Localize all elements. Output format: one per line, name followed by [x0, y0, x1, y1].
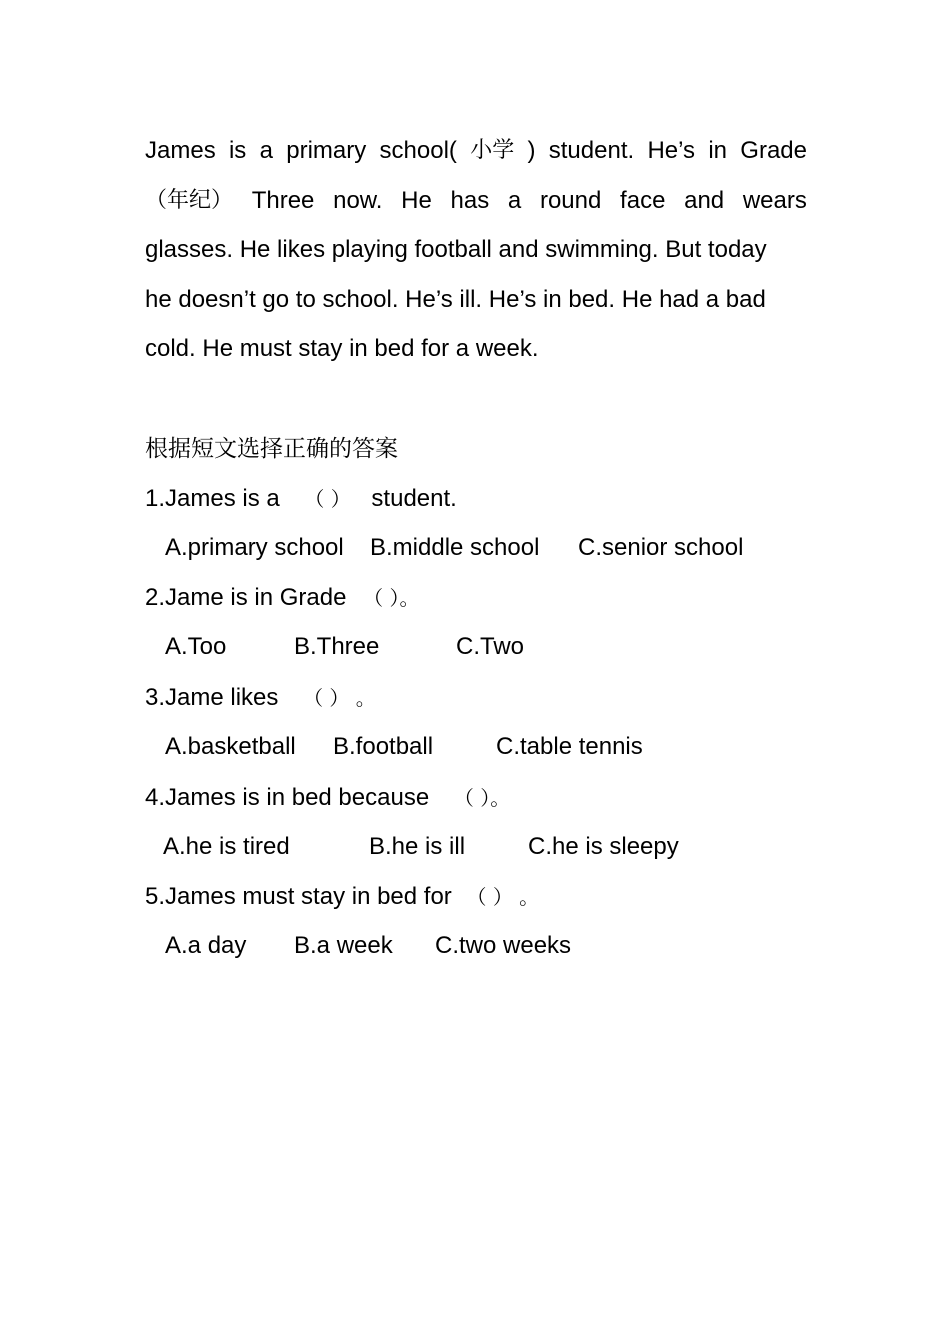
- passage-word: in: [708, 137, 727, 164]
- passage-word: school(: [379, 137, 457, 164]
- question-2: [145, 582, 419, 614]
- question-5-option-a: A.a day: [165, 932, 247, 959]
- passage-word: He: [401, 186, 432, 214]
- question-stem: 1.James is a: [145, 485, 280, 512]
- instruction-heading: 根据短文选择正确的答案: [145, 436, 398, 462]
- question-stem: 5.James must stay in bed for: [145, 883, 452, 910]
- answer-blank: （ ） 。: [466, 885, 540, 909]
- answer-blank: （ ）: [304, 487, 351, 511]
- question-3-option-c: C.table tennis: [496, 733, 643, 760]
- question-5-option-b: B.a week: [294, 932, 393, 959]
- passage-word: is: [228, 137, 247, 164]
- question-2-option-c: C.Two: [456, 633, 525, 660]
- passage-word: has: [450, 186, 490, 214]
- question-stem: 4.James is in bed because: [145, 784, 430, 811]
- passage-word: primary: [286, 137, 367, 164]
- question-2-option-a: A.Too: [165, 633, 227, 660]
- passage-line-3: glasses. He likes playing football and swimming. But today: [145, 236, 767, 264]
- passage-line-1: [145, 132, 807, 182]
- question-5: [145, 881, 539, 913]
- question-1-option-c: C.senior school: [578, 534, 744, 561]
- passage-word: round: [539, 186, 602, 214]
- question-3-option-a: A.basketball: [165, 733, 296, 760]
- passage-word: Three: [251, 186, 315, 214]
- question-tail: student.: [371, 485, 457, 512]
- question-1-option-b: B.middle school: [370, 534, 540, 561]
- question-1-option-a: A.primary school: [165, 534, 344, 561]
- question-4: [145, 782, 510, 814]
- passage-word: face: [620, 186, 666, 214]
- answer-blank: （ ） 。: [303, 686, 376, 710]
- passage-word: James: [145, 137, 216, 164]
- passage-line-2: [145, 182, 807, 232]
- passage-line-5: cold. He must stay in bed for a week.: [145, 335, 539, 363]
- passage-word: wears: [742, 186, 807, 214]
- passage-line-4: he doesn’t go to school. He’s ill. He’s in bed. He had a bad: [145, 285, 766, 313]
- reading-passage: [145, 132, 807, 380]
- passage-word: He’s: [647, 137, 696, 164]
- question-2-option-b: B.Three: [294, 633, 380, 660]
- passage-word: Grade: [740, 137, 807, 164]
- question-3: [145, 682, 376, 714]
- passage-word-cjk: （年纪）: [145, 187, 234, 213]
- answer-blank: （ ）。: [453, 786, 511, 810]
- answer-blank: （ ）。: [363, 586, 420, 610]
- question-5-option-c: C.two weeks: [435, 932, 572, 959]
- passage-word: and: [684, 186, 725, 214]
- question-4-option-b: B.he is ill: [369, 833, 466, 860]
- question-stem: 3.Jame likes: [145, 684, 279, 711]
- passage-word: now.: [333, 186, 383, 214]
- passage-word: a: [259, 137, 273, 164]
- question-1: [145, 483, 457, 515]
- passage-word-cjk: 小学: [470, 138, 515, 163]
- question-4-option-a: A.he is tired: [163, 833, 290, 860]
- passage-word: a: [507, 186, 522, 214]
- question-3-option-b: B.football: [333, 733, 434, 760]
- question-4-option-c: C.he is sleepy: [528, 833, 679, 860]
- passage-word: student.: [548, 137, 635, 164]
- passage-word: ): [527, 137, 536, 164]
- question-stem: 2.Jame is in Grade: [145, 584, 347, 611]
